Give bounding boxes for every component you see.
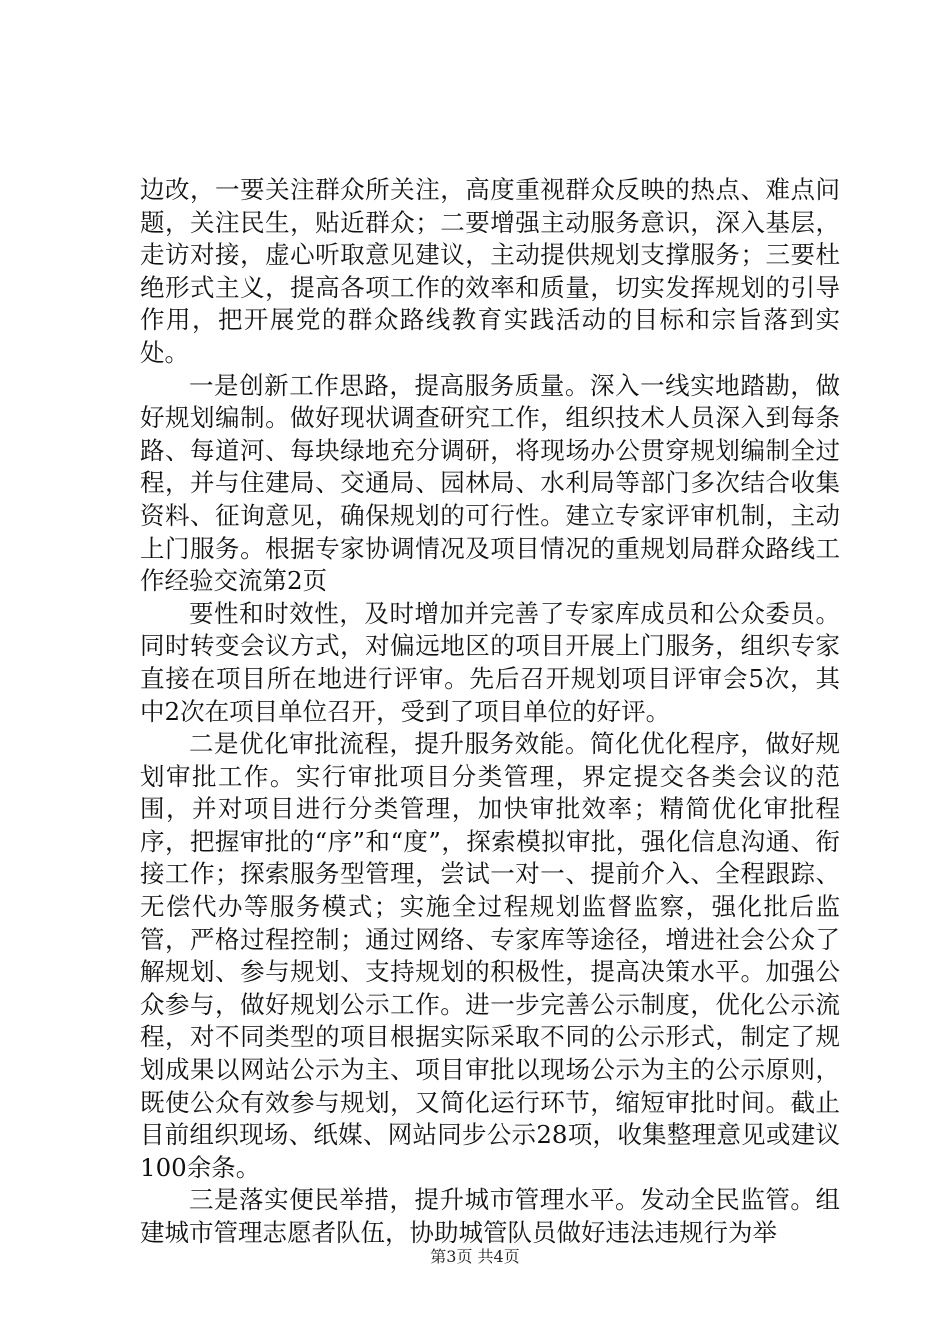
paragraph-approval-process: 二是优化审批流程，提升服务效能。简化优化程序，做好规划审批工作。实行审批项目分类管理，界定提交各类会议的范围，并对项目进行分类管理，加快审批效率；精简优化审批程序，把握审批的“序”和“度”，探索模拟审批，强化信息沟通、衔接工作；探索服务型管理，尝试一对一、提前介入、全程跟踪、无偿代办等服务模式；实施全过程规划监督监察，强化批后监管，严格过程控制；通过网络、专家库等途径，增进社会公众了解规划、参与规划、支持规划的积极性，提高决策水平。加强公众参与，做好规划公示工作。进一步完善公示制度，优化公示流程，对不同类型的项目根据实际采取不同的公示形式，制定了规划成果以网站公示为主、项目审批以现场公示为主的公示原则，既使公众有效参与规划，又简化运行环节，缩短审批时间。截止目前组织现场、纸媒、网站同步公示28项，收集整理意见或建议100余条。 <box>140 729 840 1182</box>
paragraph-expert-review: 要性和时效性，及时增加并完善了专家库成员和公众委员。同时转变会议方式，对偏远地区的项目开展上门服务，组织专家直接在项目所在地进行评审。先后召开规划项目评审会5次，其中2次在项目单位召开，受到了项目单位的好评。 <box>140 598 840 726</box>
paragraph-convenience-measures: 三是落实便民举措，提升城市管理水平。发动全民监管。组建城市管理志愿者队伍，协助城管队员做好违法违规行为举 <box>140 1185 840 1247</box>
paragraph-continuation: 边改，一要关注群众所关注，高度重视群众反映的热点、难点问题，关注民生，贴近群众；二要增强主动服务意识，深入基层，走访对接，虚心听取意见建议，主动提供规划支撑服务；三要杜绝形式主义，提高各项工作的效率和质量，切实发挥规划的引导作用，把开展党的群众路线教育实践活动的目标和宗旨落到实处。 <box>140 175 840 367</box>
paragraph-innovation: 一是创新工作思路，提高服务质量。深入一线实地踏勘，做好规划编制。做好现状调查研究工作，组织技术人员深入到每条路、每道河、每块绿地充分调研，将现场办公贯穿规划编制全过程，并与住建局、交通局、园林局、水利局等部门多次结合收集资料、征询意见，确保规划的可行性。建立专家评审机制，主动上门服务。根据专家协调情况及项目情况的重规划局群众路线工作经验交流第2页 <box>140 370 840 596</box>
document-body <box>140 174 840 1250</box>
page-footer: 第3页 共4页 <box>430 1247 520 1266</box>
